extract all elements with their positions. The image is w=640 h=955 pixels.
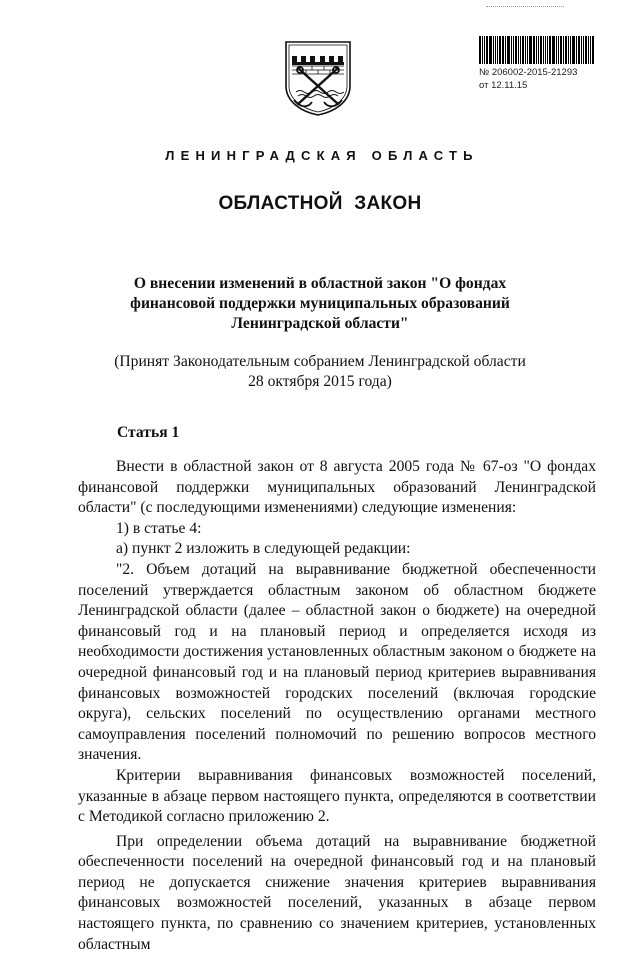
body-paragraph: "2. Объем дотаций на выравнивание бюджетной обеспеченности поселений утверждается областным законом об областном бюджете Ленинградской области (далее – областной закон о бюджете) на очередной финансовый год и на плановый период и определяется исходя из необходимости достижения установленных областным законом о бюджете на очередной финансовый год и на плановый период критериев выравнивания финансовых возможностей городских поселений (включая городские округа), сельских поселений по осуществлению органами местного самоуправления поселений полномочий по решению вопросов местного значения. <box>78 560 596 764</box>
body-paragraph: а) пункт 2 изложить в следующей редакции: <box>116 540 411 558</box>
registration-date: от 12.11.15 <box>479 80 528 91</box>
document-title <box>100 274 540 334</box>
barcode-stripe <box>529 36 532 64</box>
document-title-line: Ленинградской области" <box>231 315 409 332</box>
document-title-line: О внесении изменений в областной закон "О фондах <box>133 275 507 292</box>
barcode <box>479 36 601 64</box>
barcode-stripe <box>507 36 510 64</box>
barcode-stripe <box>558 36 559 64</box>
barcode-stripe <box>511 36 512 64</box>
barcode-stripe <box>499 36 501 64</box>
document-body <box>78 457 596 955</box>
barcode-stripe <box>581 36 582 64</box>
barcode-stripe <box>585 36 587 64</box>
barcode-stripe <box>495 36 496 64</box>
barcode-stripe <box>588 36 589 64</box>
barcode-stripe <box>583 36 584 64</box>
barcode-stripe <box>486 36 488 64</box>
barcode-stripe <box>540 36 542 64</box>
barcode-stripe <box>560 36 562 64</box>
article-heading: Статья 1 <box>117 424 180 441</box>
barcode-stripe <box>489 36 492 64</box>
barcode-stripe <box>549 36 551 64</box>
barcode-stripe <box>556 36 557 64</box>
barcode-stripe <box>536 36 537 64</box>
barcode-stripe <box>505 36 506 64</box>
registration-number: № 206002-2015-21293 <box>479 67 578 78</box>
barcode-stripe <box>479 36 481 64</box>
law-type-heading: ОБЛАСТНОЙ ЗАКОН <box>218 193 422 214</box>
barcode-stripe <box>527 36 528 64</box>
barcode-stripe <box>568 36 569 64</box>
body-paragraph: Критерии выравнивания финансовых возможностей поселений, указанные в абзаце первом настоящего пункта, определяются в соответствии с Методикой согласно приложению 2. <box>78 766 596 826</box>
barcode-stripe <box>576 36 577 64</box>
barcode-stripe <box>578 36 580 64</box>
barcode-stripe <box>533 36 535 64</box>
body-paragraph: Внести в областной закон от 8 августа 2005 года № 67-оз "О фондах финансовой поддержки муниципальных образований Ленинградской области" (с последующими изменениями) следующие изменения: <box>78 458 596 517</box>
barcode-stripe <box>565 36 567 64</box>
barcode-stripe <box>518 36 519 64</box>
barcode-stripe <box>570 36 571 64</box>
barcode-stripe <box>482 36 483 64</box>
barcode-stripe <box>502 36 504 64</box>
barcode-stripe <box>543 36 544 64</box>
barcode-stripe <box>484 36 485 64</box>
barcode-stripe <box>515 36 517 64</box>
barcode-stripe <box>552 36 555 64</box>
barcode-stripe <box>592 36 594 64</box>
adoption-note <box>90 352 550 392</box>
body-paragraph: 1) в статье 4: <box>116 519 202 537</box>
barcode-stripe <box>513 36 514 64</box>
barcode-stripe <box>522 36 524 64</box>
barcode-stripe <box>525 36 526 64</box>
barcode-stripe <box>497 36 498 64</box>
adoption-note-line: 28 октября 2015 года) <box>248 373 392 390</box>
region-heading: ЛЕНИНГРАДСКАЯ ОБЛАСТЬ <box>165 148 479 163</box>
barcode-stripe <box>563 36 564 64</box>
barcode-stripe <box>590 36 591 64</box>
barcode-stripe <box>520 36 521 64</box>
adoption-note-line: (Принят Законодательным собранием Ленинградской области <box>114 353 526 370</box>
barcode-stripe <box>545 36 546 64</box>
document-title-line: финансовой поддержки муниципальных образований <box>130 295 510 312</box>
barcode-stripe <box>572 36 575 64</box>
barcode-stripe <box>538 36 539 64</box>
barcode-stripe <box>547 36 548 64</box>
scan-marks <box>486 6 564 11</box>
barcode-stripe <box>493 36 494 64</box>
coat-of-arms-icon <box>282 40 354 116</box>
body-paragraph: При определении объема дотаций на выравнивание бюджетной обеспеченности поселений на очередной финансовый год и на плановый период не допускается снижение значения критериев выравнивания финансовых возможностей поселений, указанных в абзаце первом настоящего пункта, по сравнению со значением критериев, установленных областным <box>78 832 596 953</box>
